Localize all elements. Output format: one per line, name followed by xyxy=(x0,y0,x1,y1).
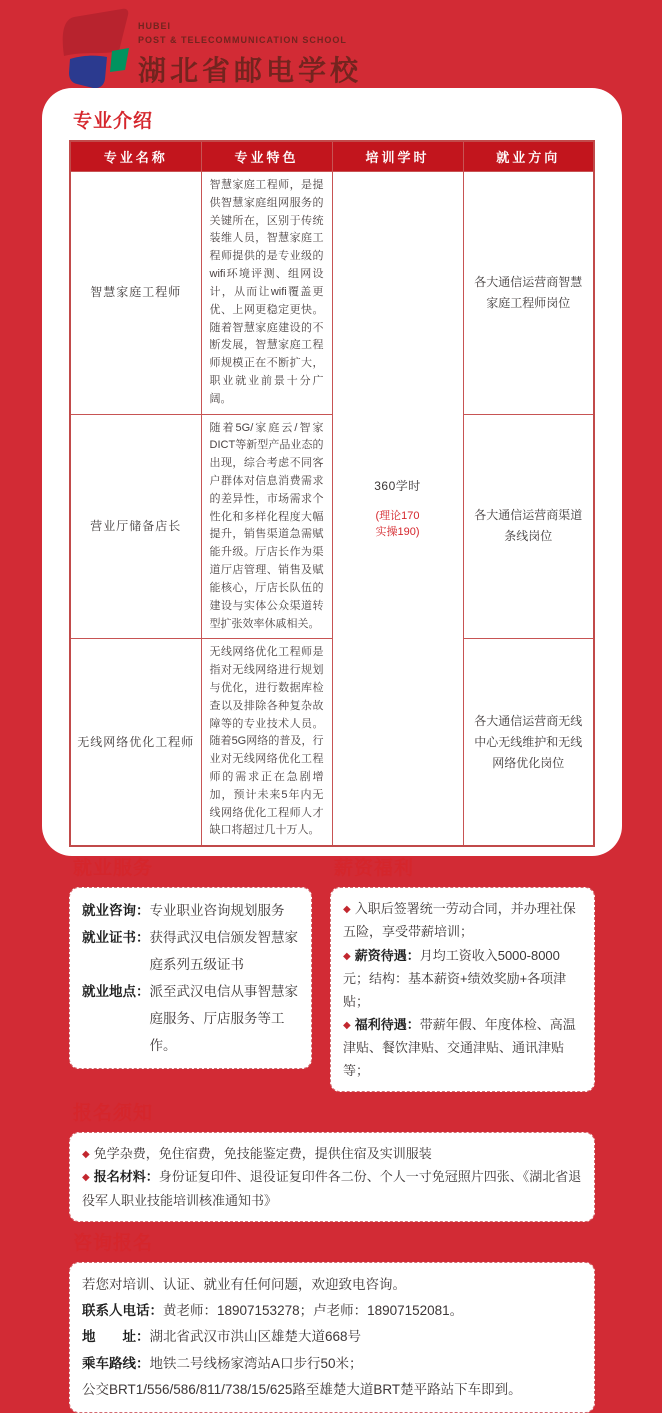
employment-services-box xyxy=(69,887,312,1069)
contact-line xyxy=(82,1272,582,1298)
section-title-salary: 薪资福利 xyxy=(334,858,415,880)
contact-line-bus xyxy=(82,1377,582,1403)
col-header-employment-direction: 就业方向 xyxy=(463,141,594,172)
school-name-en-line1: HUBEI xyxy=(138,21,172,31)
employment-direction: 各大通信运营商智慧家庭工程师岗位 xyxy=(463,172,594,415)
col-header-major-feature: 专业特色 xyxy=(201,141,332,172)
school-name-cn: 湖北省邮电学校 xyxy=(138,55,363,86)
contact-line-text: 黄老师：18907153278；卢老师：18907152081。 xyxy=(163,1302,464,1318)
contact-line-route xyxy=(82,1351,582,1377)
diamond-bullet-icon: ◆ xyxy=(343,904,351,916)
training-hours-note: (理论170 实操190) xyxy=(375,509,420,539)
list-item xyxy=(343,1013,582,1082)
employment-item-label: 就业证书： xyxy=(82,930,150,946)
section-title-employment: 就业服务 xyxy=(73,858,154,880)
salary-item-text: 入职后签署统一劳动合同，并办理社保五险，享受带薪培训； xyxy=(343,901,576,940)
contact-line-label: 地 址： xyxy=(82,1329,150,1345)
col-header-major-name: 专业名称 xyxy=(70,141,201,172)
list-item xyxy=(343,944,582,1013)
salary-item-text: 月均工资收入5000-8000元；结构：基本薪资+绩效奖励+各项津贴； xyxy=(343,947,567,1009)
contact-line-text: 公交BRT1/556/586/811/738/15/625路至雄楚大道BRT楚平路站下车即到。 xyxy=(82,1381,522,1397)
list-item xyxy=(82,924,299,978)
contact-box xyxy=(69,1262,595,1413)
two-column-section xyxy=(69,847,595,1092)
registration-notice-box xyxy=(69,1132,595,1221)
content-card xyxy=(42,88,622,1397)
notice-item-text: 身份证复印件、退役证复印件各二份、个人一寸免冠照片四张、《湖北省退役军人职业技能培训核准通知书》 xyxy=(82,1169,582,1208)
employment-item-text: 专业职业咨询规划服务 xyxy=(149,903,285,919)
employment-direction: 各大通信运营商无线中心无线维护和无线网络优化岗位 xyxy=(463,639,594,846)
school-names xyxy=(138,6,362,89)
contact-line-text: 湖北省武汉市洪山区雄楚大道668号 xyxy=(149,1329,362,1345)
major-name: 营业厅储备店长 xyxy=(70,414,201,639)
majors-table xyxy=(69,140,595,847)
contact-line-label: 联系人电话： xyxy=(82,1302,163,1318)
section-title-majors: 专业介绍 xyxy=(73,111,154,132)
salary-item-text: 带薪年假、年度体检、高温津贴、餐饮津贴、交通津贴、通讯津贴等； xyxy=(343,1016,576,1079)
school-header xyxy=(56,6,362,90)
contact-line-address xyxy=(82,1324,582,1350)
salary-benefits-box xyxy=(330,887,595,1092)
salary-item-label: 福利待遇： xyxy=(354,1016,420,1032)
list-item xyxy=(82,978,299,1059)
diamond-bullet-icon: ◆ xyxy=(343,950,351,962)
contact-line-text: 若您对培训、认证、就业有任何问题，欢迎致电咨询。 xyxy=(82,1276,406,1292)
contact-line-label: 乘车路线： xyxy=(82,1355,150,1371)
training-hours-cell xyxy=(332,172,463,847)
major-name: 智慧家庭工程师 xyxy=(70,172,201,415)
salary-item-label: 薪资待遇： xyxy=(354,947,420,963)
majors-table-header-row xyxy=(70,141,594,172)
diamond-bullet-icon: ◆ xyxy=(343,1019,351,1031)
employment-item-label: 就业咨询： xyxy=(82,903,150,919)
section-title-notice: 报名须知 xyxy=(73,1103,154,1125)
training-hours-value: 360学时 xyxy=(374,478,421,493)
salary-benefits-column xyxy=(330,847,595,1092)
employment-direction: 各大通信运营商渠道条线岗位 xyxy=(463,414,594,639)
major-name: 无线网络优化工程师 xyxy=(70,639,201,846)
notice-item-text: 免学杂费，免住宿费，免技能鉴定费，提供住宿及实训服装 xyxy=(93,1146,432,1162)
school-name-en-line2: POST & TELECOMMUNICATION SCHOOL xyxy=(138,34,347,45)
list-item xyxy=(82,1165,582,1211)
major-feature: 智慧家庭工程师，是提供智慧家庭组网服务的关键所在，区别于传统装维人员，智慧家庭工程师提供的是专业级的 wifi环境评测、组网设计，从而让wifi覆盖更优、上网更稳定更快。随着智慧家庭建设的不断发展，智慧家庭工程师规模正在不断扩大，职业就业前景十分广阔。 xyxy=(201,172,332,415)
contact-line-phone xyxy=(82,1298,582,1324)
list-item xyxy=(82,1142,582,1165)
col-header-training-hours: 培训学时 xyxy=(332,141,463,172)
employment-services-column xyxy=(69,847,312,1092)
major-feature: 无线网络优化工程师是指对无线网络进行规划与优化，进行数据库检查以及排除各种复杂故障等的专业技术人员。随着5G网络的普及，行业对无线网络优化工程师的需求正在急剧增加，预计未来5年内无线网络优化工程师人才缺口将超过几十万人。 xyxy=(201,639,332,846)
major-feature: 随着5G/家庭云/智家DICT等新型产品业态的出现，综合考虑不同客户群体对信息消费需求的差异性，市场需求个性化和多样化程度大幅提升，销售渠道急需赋能升级。厅店长作为渠道厅店管理、销售及赋能核心，厅店长队伍的建设与实体公众渠道转型扩张效率休戚相关。 xyxy=(201,414,332,639)
notice-item-label: 报名材料： xyxy=(93,1169,159,1185)
school-logo-icon xyxy=(56,6,130,90)
contact-line-text: 地铁二号线杨家湾站A口步行50米； xyxy=(149,1355,363,1371)
employment-item-text: 获得武汉电信颁发智慧家庭系列五级证书 xyxy=(149,930,298,973)
list-item xyxy=(82,897,299,924)
list-item xyxy=(343,897,582,943)
diamond-bullet-icon: ◆ xyxy=(82,1172,90,1184)
table-row xyxy=(70,172,594,415)
employment-item-text: 派至武汉电信从事智慧家庭服务、厅店服务等工作。 xyxy=(149,984,298,1054)
section-title-contact: 咨询报名 xyxy=(73,1232,154,1254)
diamond-bullet-icon: ◆ xyxy=(82,1149,90,1161)
employment-item-label: 就业地点： xyxy=(82,984,150,1000)
